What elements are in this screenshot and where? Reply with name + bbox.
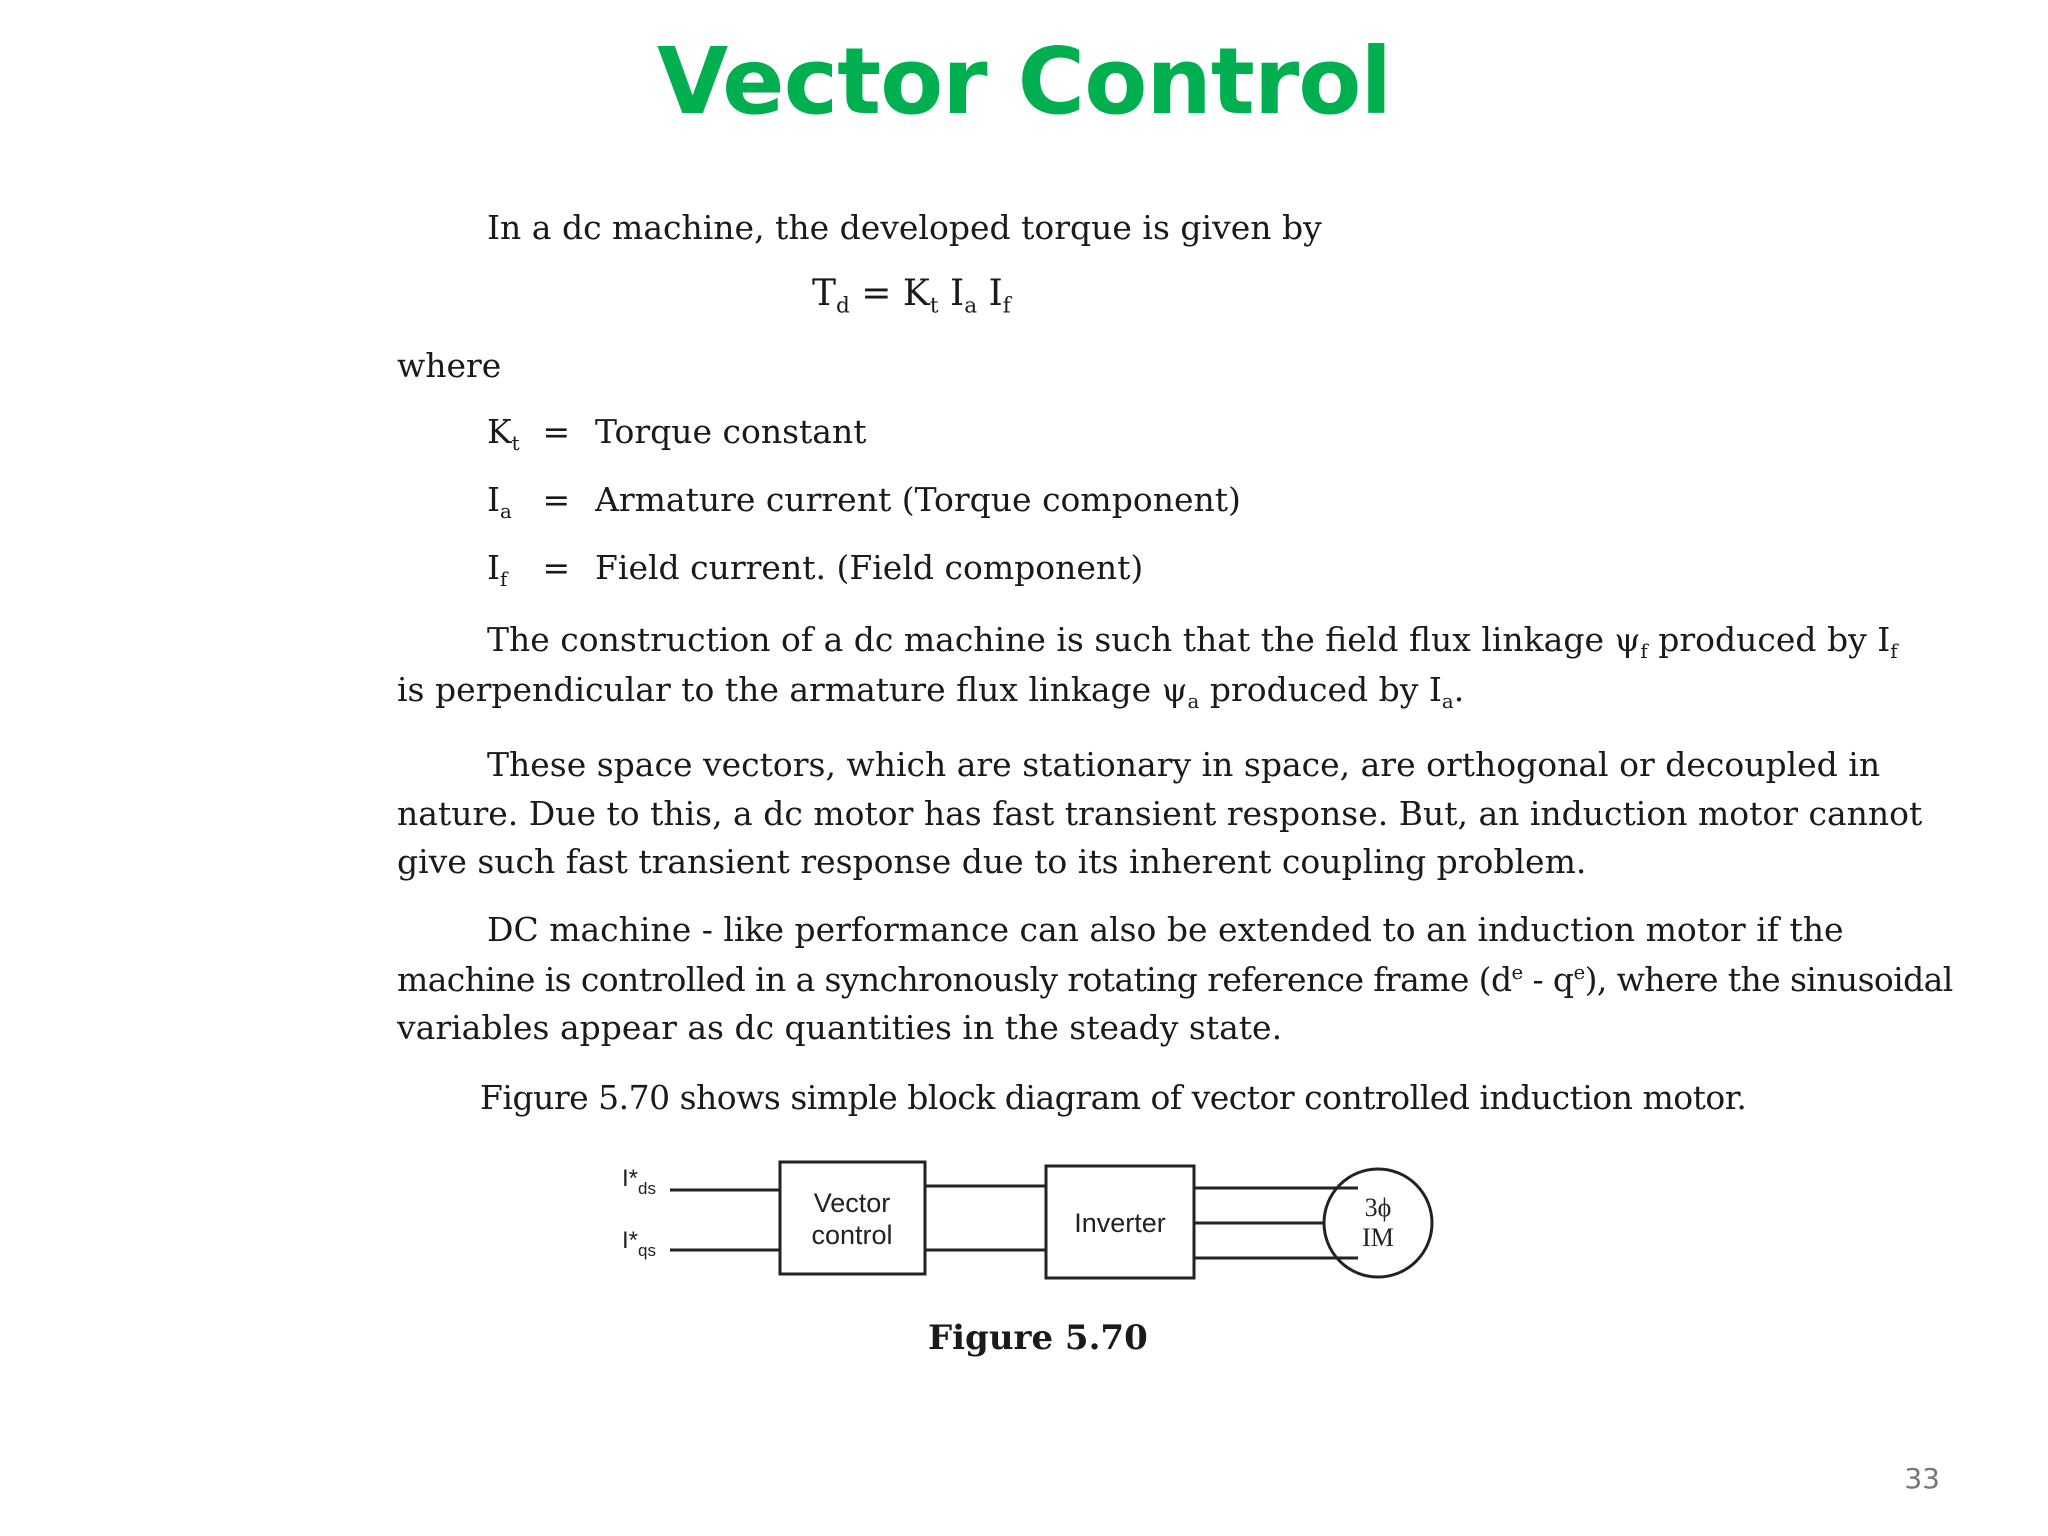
scanned-page (380, 190, 1953, 1390)
eq-k: K (902, 273, 930, 314)
def-eq: = (542, 548, 571, 587)
eq-if-sub: f (1002, 293, 1011, 319)
eq-ia: I (949, 273, 965, 314)
input-qs-label: $I*_{qs}$ (622, 1227, 656, 1260)
def-eq: = (542, 412, 571, 451)
page-number: 33 (1904, 1462, 1940, 1495)
vector-label-2: control (811, 1220, 893, 1250)
para3-line2-c: ), where the sinusoidal (1584, 960, 1953, 999)
intro-text: In a dc machine, the developed torque is given by (487, 208, 1322, 247)
para3-line1: DC machine - like performance can also be extended to an induction motor if the (487, 910, 1844, 949)
slide-title: Vector Control (657, 28, 1391, 135)
def-sub: t (511, 431, 520, 455)
where-label: where (397, 346, 502, 385)
para1-sub2: f (1890, 639, 1898, 663)
para3-line3: variables appear as dc quantities in the steady state. (397, 1008, 1283, 1047)
vector-label-1: Vector (813, 1188, 891, 1218)
para1-sub: f (1640, 639, 1648, 663)
def-text: Field current. (Field component) (595, 548, 1144, 587)
eq-td: T (812, 273, 837, 314)
motor-label-2: IM (1362, 1223, 1394, 1252)
inverter-label: Inverter (1074, 1208, 1166, 1238)
para3-line2-a: machine is controlled in a synchronously rotating reference frame (d (397, 960, 1512, 999)
def-eq: = (542, 480, 571, 519)
input-ds-label: $I*_{ds}$ (622, 1165, 656, 1198)
def-text: Armature current (Torque component) (595, 480, 1241, 519)
def-text: Torque constant (595, 412, 867, 451)
para2-line3: give such fast transient response due to its inherent coupling problem. (397, 842, 1587, 881)
para1-line2-sub2: a (1441, 689, 1454, 713)
para3-sup1: e (1511, 961, 1523, 984)
def-symbol: I (487, 480, 501, 519)
para1-line2-c: . (1453, 670, 1465, 709)
eq-op: = (861, 273, 892, 314)
figure-caption: Figure 5.70 (928, 1318, 1148, 1358)
def-symbol: I (487, 548, 501, 587)
vector-control-block (780, 1162, 925, 1274)
eq-ia-sub: a (964, 293, 978, 319)
para1-line2-b: produced by I (1199, 670, 1442, 709)
motor-label-1: 3ϕ (1364, 1193, 1392, 1222)
para1-line2-a: is perpendicular to the armature flux linkage ψ (397, 670, 1188, 709)
para1-line2-sub: a (1187, 689, 1200, 713)
def-sub: a (500, 499, 512, 523)
block-diagram (380, 190, 1700, 1390)
para4: Figure 5.70 shows simple block diagram of vector controlled induction motor. (480, 1078, 1747, 1117)
def-sub: f (500, 567, 508, 591)
def-symbol: K (487, 412, 512, 451)
para3-line2-b: - q (1522, 960, 1574, 999)
para2-line2: nature. Due to this, a dc motor has fast transient response. But, an induction motor cannot (397, 794, 1923, 833)
para1-text-a: The construction of a dc machine is such that the field flux linkage ψ (487, 620, 1641, 659)
para2-line1: These space vectors, which are stationary in space, are orthogonal or decoupled in (487, 745, 1881, 784)
para3-sup2: e (1573, 961, 1585, 984)
para1-text-b: produced by I (1647, 620, 1891, 659)
eq-if: I (988, 273, 1003, 314)
eq-td-sub: d (836, 293, 850, 319)
eq-k-sub: t (929, 293, 939, 319)
